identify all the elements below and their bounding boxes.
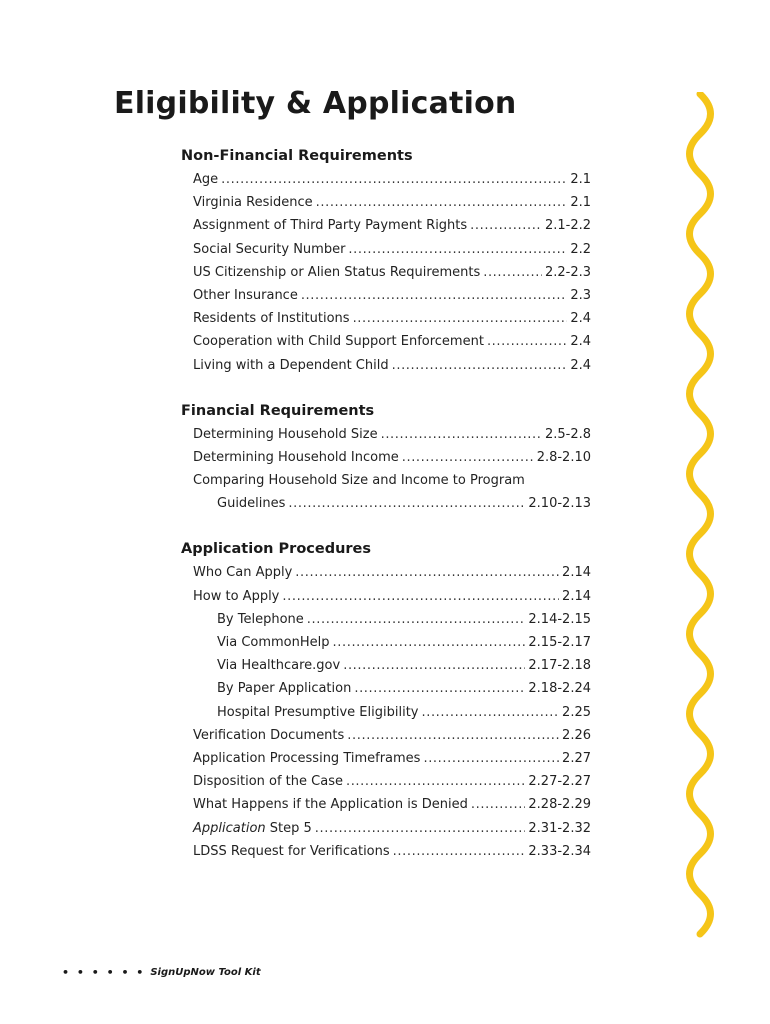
entry-page: 2.1: [570, 172, 591, 187]
entry-title: Who Can Apply: [193, 565, 293, 581]
entry-title: Determining Household Income: [193, 449, 399, 465]
toc-entry-verification-documents[interactable]: [181, 724, 591, 747]
entry-title: Determining Household Size: [193, 426, 378, 442]
entry-page: 2.27: [562, 750, 591, 766]
entry-page: 2.2: [570, 241, 591, 257]
entry-page: 2.18-2.24: [528, 681, 591, 697]
entry-page: 2.26: [562, 727, 591, 743]
entry-page: 2.27-2.27: [528, 774, 591, 790]
entry-title: Hospital Presumptive Eligibility: [217, 704, 419, 720]
entry-page: 2.2-2.3: [544, 264, 591, 280]
page-title: Eligibility & Application: [114, 86, 517, 121]
entry-title: Via CommonHelp: [217, 635, 330, 650]
toc-entry-institutions[interactable]: [181, 307, 591, 330]
toc-entry-via-commonhelp[interactable]: [181, 631, 591, 654]
entry-page: 2.33-2.34: [528, 843, 591, 859]
toc-entry-virginia-residence[interactable]: [181, 191, 591, 214]
entry-page: 2.15-2.17: [528, 635, 591, 650]
dot-leader: [348, 238, 567, 261]
entry-title: How to Apply: [193, 588, 280, 604]
dot-leader: [353, 307, 568, 330]
section-application-procedures: [181, 538, 591, 862]
toc-entry-by-paper-application[interactable]: [181, 677, 591, 700]
entry-page: 2.4: [570, 311, 591, 327]
entry-page: 2.1: [570, 195, 591, 211]
section-heading: Application Procedures: [181, 541, 372, 558]
dot-leader: [402, 446, 534, 469]
entry-page: 2.14: [562, 565, 591, 581]
dot-leader: [421, 701, 559, 724]
entry-title: [193, 817, 312, 840]
footer: [62, 966, 261, 979]
dot-leader: [288, 492, 525, 515]
entry-title: Age: [193, 172, 219, 187]
toc-entry-by-telephone[interactable]: [181, 608, 591, 631]
dot-leader: [316, 191, 568, 214]
section-financial: [181, 400, 591, 516]
entry-title: Cooperation with Child Support Enforcement: [193, 334, 484, 350]
section-heading: Non-Financial Requirements: [181, 148, 413, 164]
footer-text: SignUpNow Tool Kit: [150, 967, 261, 978]
toc-entry-citizenship[interactable]: [181, 261, 591, 284]
toc-entry-assignment-rights[interactable]: [181, 214, 591, 237]
entry-page: 2.10-2.13: [528, 496, 591, 512]
toc-entry-application-step-5[interactable]: [181, 817, 591, 840]
entry-title: Residents of Institutions: [193, 311, 350, 327]
dot-leader: [470, 214, 542, 237]
dot-leader: [354, 677, 525, 700]
entry-title-rest: Step 5: [265, 820, 312, 836]
toc-entry-household-size[interactable]: [181, 423, 591, 446]
dot-leader: [307, 608, 526, 631]
entry-page: 2.3: [570, 287, 591, 303]
entry-title: Social Security Number: [193, 241, 346, 257]
dot-leader: [221, 168, 567, 191]
toc-entry-disposition[interactable]: [181, 770, 591, 793]
entry-title: Verification Documents: [193, 727, 345, 743]
entry-title: LDSS Request for Verifications: [193, 843, 390, 859]
entry-page: 2.17-2.18: [528, 658, 591, 674]
section-heading: Financial Requirements: [181, 402, 375, 419]
entry-title: Other Insurance: [193, 287, 298, 303]
section-non-financial: [181, 145, 591, 377]
entry-title: Comparing Household Size and Income to Program: [193, 473, 525, 489]
entry-title: US Citizenship or Alien Status Requirements: [193, 264, 481, 280]
dot-leader: [333, 631, 526, 654]
dot-leader: [301, 284, 567, 307]
dot-leader: [315, 817, 526, 840]
dot-leader: [483, 261, 542, 284]
entry-title: Disposition of the Case: [193, 774, 343, 790]
entry-page: 2.28-2.29: [528, 797, 591, 813]
toc-entry-who-can-apply[interactable]: [181, 561, 591, 584]
dot-leader: [295, 561, 559, 584]
toc-entry-other-insurance[interactable]: [181, 284, 591, 307]
toc-entry-program-guidelines[interactable]: [181, 492, 591, 515]
toc-entry-processing-timeframes[interactable]: [181, 747, 591, 770]
entry-page: 2.4: [570, 357, 591, 373]
toc-entry-hospital-presumptive[interactable]: [181, 701, 591, 724]
yellow-squiggle-decoration: [676, 92, 720, 954]
toc-entry-age[interactable]: [181, 168, 591, 191]
entry-title: Assignment of Third Party Payment Rights: [193, 218, 468, 234]
dot-leader: [347, 724, 559, 747]
toc-entry-comparing-size-income[interactable]: [181, 469, 591, 492]
dot-leader: [392, 354, 568, 377]
entry-title: What Happens if the Application is Denied: [193, 797, 468, 813]
dot-leader: [487, 330, 567, 353]
dot-leader: [282, 585, 559, 608]
toc-entry-ldss-request[interactable]: [181, 840, 591, 863]
dot-leader: [381, 423, 542, 446]
entry-title: By Telephone: [217, 611, 304, 627]
dot-leader: [423, 747, 559, 770]
entry-title: Application Processing Timeframes: [193, 750, 421, 766]
entry-title: Virginia Residence: [193, 195, 313, 211]
dot-leader: [471, 793, 526, 816]
entry-page: 2.4: [570, 334, 591, 350]
entry-title: Guidelines: [217, 496, 286, 512]
toc-entry-via-healthcare-gov[interactable]: [181, 654, 591, 677]
dot-leader: [343, 654, 525, 677]
dot-leader: [346, 770, 525, 793]
entry-title: Via Healthcare.gov: [217, 658, 341, 674]
entry-page: 2.14: [562, 588, 591, 604]
toc-entry-dependent-child[interactable]: [181, 354, 591, 377]
squiggle-path: [690, 94, 711, 934]
entry-page: 2.1-2.2: [544, 218, 591, 234]
table-of-contents: [181, 145, 591, 886]
toc-entry-household-income[interactable]: [181, 446, 591, 469]
entry-page: 2.14-2.15: [528, 611, 591, 627]
entry-title: Living with a Dependent Child: [193, 357, 389, 373]
entry-page: 2.5-2.8: [544, 426, 591, 442]
toc-entry-ssn[interactable]: [181, 238, 591, 261]
dot-leader: [393, 840, 526, 863]
toc-entry-how-to-apply[interactable]: [181, 585, 591, 608]
entry-title-italic: Application: [193, 820, 266, 836]
entry-page: 2.25: [562, 704, 591, 720]
footer-dots: • • • • • •: [62, 966, 146, 979]
toc-entry-child-support[interactable]: [181, 330, 591, 353]
entry-page: 2.31-2.32: [528, 820, 591, 836]
toc-entry-application-denied[interactable]: [181, 793, 591, 816]
entry-title: By Paper Application: [217, 681, 352, 697]
entry-page: 2.8-2.10: [536, 449, 591, 465]
